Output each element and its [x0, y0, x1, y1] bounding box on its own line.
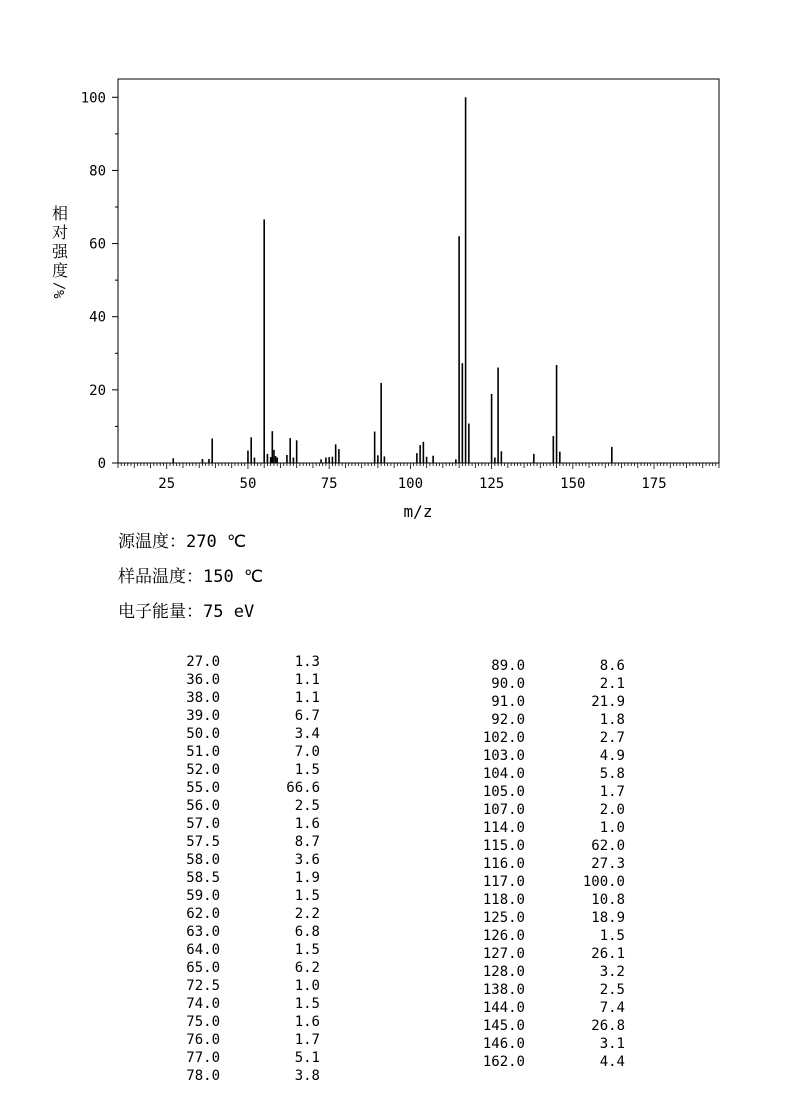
peak-table-row [180, 743, 320, 761]
relative-intensity-value: 5.1 [294, 1050, 320, 1066]
relative-intensity-value: 4.4 [599, 1054, 625, 1070]
relative-intensity-value: 1.6 [294, 1014, 320, 1030]
relative-intensity-value: 26.1 [591, 946, 625, 962]
peak-table-row [180, 653, 320, 671]
peak-table-row [180, 707, 320, 725]
mz-value: 107.0 [482, 802, 525, 818]
relative-intensity-value: 26.8 [591, 1018, 625, 1034]
peak-table-row [180, 977, 320, 995]
relative-intensity-value: 2.1 [599, 676, 625, 692]
mz-value: 146.0 [482, 1036, 525, 1052]
mz-value: 64.0 [186, 942, 220, 958]
relative-intensity-value: 1.1 [294, 672, 320, 688]
relative-intensity-value: 3.6 [294, 852, 320, 868]
mz-value: 59.0 [186, 888, 220, 904]
mz-value: 125.0 [482, 910, 525, 926]
relative-intensity-value: 1.6 [294, 816, 320, 832]
sample-temperature-label: 样品温度： [118, 567, 203, 587]
relative-intensity-value: 1.3 [294, 654, 320, 670]
relative-intensity-value: 6.8 [294, 924, 320, 940]
peak-table-row [476, 783, 625, 801]
relative-intensity-value: 100.0 [582, 874, 625, 890]
source-temperature-value: 270 ℃ [186, 532, 247, 552]
peak-table-row [180, 833, 320, 851]
peak-table-row [476, 711, 625, 729]
mz-value: 127.0 [482, 946, 525, 962]
relative-intensity-value: 1.7 [294, 1032, 320, 1048]
mz-value: 76.0 [186, 1032, 220, 1048]
relative-intensity-value: 1.5 [294, 762, 320, 778]
peak-table-row [476, 747, 625, 765]
mz-value: 63.0 [186, 924, 220, 940]
peak-table-row [180, 923, 320, 941]
peak-table-row [180, 779, 320, 797]
relative-intensity-value: 5.8 [599, 766, 625, 782]
y-tick-label: 100 [80, 90, 106, 107]
relative-intensity-value: 6.2 [294, 960, 320, 976]
peak-table-row [476, 765, 625, 783]
mz-value: 51.0 [186, 744, 220, 760]
relative-intensity-value: 2.0 [599, 802, 625, 818]
mz-value: 78.0 [186, 1068, 220, 1084]
mz-value: 114.0 [482, 820, 525, 836]
mz-value: 75.0 [186, 1014, 220, 1030]
mz-value: 92.0 [491, 712, 525, 728]
y-axis-unit: %/ [52, 281, 68, 299]
relative-intensity-value: 1.5 [294, 888, 320, 904]
y-axis-label-char: 相 [51, 204, 69, 223]
relative-intensity-value: 27.3 [591, 856, 625, 872]
peak-table-row [476, 909, 625, 927]
sample-temperature-value: 150 ℃ [203, 567, 264, 587]
relative-intensity-value: 1.7 [599, 784, 625, 800]
relative-intensity-value: 2.7 [599, 730, 625, 746]
peak-table-row [476, 819, 625, 837]
peak-table-row [476, 801, 625, 819]
peak-table-row [476, 945, 625, 963]
mz-value: 115.0 [482, 838, 525, 854]
x-tick-label: 150 [560, 476, 586, 492]
mz-value: 138.0 [482, 982, 525, 998]
relative-intensity-value: 62.0 [591, 838, 625, 854]
relative-intensity-value: 1.0 [294, 978, 320, 994]
source-temperature [118, 527, 246, 552]
x-tick-label: 125 [478, 476, 505, 492]
relative-intensity-value: 10.8 [591, 892, 625, 908]
relative-intensity-value: 8.7 [294, 834, 320, 850]
mz-value: 89.0 [491, 658, 525, 674]
relative-intensity-value: 1.9 [294, 870, 320, 886]
peak-table-row [180, 1031, 320, 1049]
mz-value: 103.0 [482, 748, 525, 764]
peak-table-row [476, 999, 625, 1017]
mz-value: 57.0 [186, 816, 220, 832]
relative-intensity-value: 7.0 [294, 744, 320, 760]
mz-value: 144.0 [482, 1000, 525, 1016]
x-tick-label: 50 [239, 476, 257, 492]
relative-intensity-value: 4.9 [599, 748, 625, 764]
peak-table-row [476, 657, 625, 675]
peak-table-row [180, 941, 320, 959]
peak-table-row [476, 855, 625, 873]
mz-value: 77.0 [186, 1050, 220, 1066]
mz-value: 52.0 [186, 762, 220, 778]
y-axis-label-char: 对 [51, 223, 69, 242]
electron-energy-value: 75 eV [203, 602, 255, 622]
mz-value: 102.0 [482, 730, 525, 746]
y-axis-label-char: 度 [51, 261, 69, 280]
peak-table-row [180, 689, 320, 707]
peak-table-row [180, 815, 320, 833]
mz-value: 50.0 [186, 726, 220, 742]
peak-table-row [476, 1053, 625, 1071]
x-axis-label: m/z [403, 502, 433, 521]
mz-value: 36.0 [186, 672, 220, 688]
y-axis-label-char: 强 [51, 242, 69, 261]
relative-intensity-value: 1.8 [599, 712, 625, 728]
y-tick-label: 20 [89, 382, 106, 399]
peak-table-row [180, 887, 320, 905]
peak-table-right [476, 657, 625, 1071]
x-axis-ticks [158, 476, 666, 492]
peak-table-row [476, 981, 625, 999]
mz-value: 39.0 [186, 708, 220, 724]
mz-value: 58.0 [186, 852, 220, 868]
source-temperature-label: 源温度： [118, 532, 186, 552]
relative-intensity-value: 66.6 [286, 780, 320, 796]
peak-table-row [476, 729, 625, 747]
peak-table-row [476, 1035, 625, 1053]
peak-table-row [476, 927, 625, 945]
peak-table-row [476, 675, 625, 693]
spectrum-peaks [173, 97, 612, 463]
mz-value: 116.0 [482, 856, 525, 872]
x-tick-label: 25 [158, 476, 176, 492]
plot-frame [118, 79, 719, 463]
mz-value: 162.0 [482, 1054, 525, 1070]
y-tick-label: 0 [97, 456, 106, 472]
peak-table-row [180, 1049, 320, 1067]
peak-table-row [180, 995, 320, 1013]
relative-intensity-value: 3.4 [294, 726, 320, 742]
relative-intensity-value: 7.4 [599, 1000, 625, 1016]
mz-value: 74.0 [186, 996, 220, 1012]
mz-value: 65.0 [186, 960, 220, 976]
mz-value: 38.0 [186, 690, 220, 706]
x-minor-ticks [118, 463, 719, 469]
relative-intensity-value: 21.9 [591, 694, 625, 710]
mz-value: 55.0 [186, 780, 220, 796]
peak-table-row [180, 1067, 320, 1085]
x-tick-label: 175 [641, 476, 667, 492]
mz-value: 126.0 [482, 928, 525, 944]
peak-table-row [476, 693, 625, 711]
electron-energy-label: 电子能量： [118, 602, 203, 622]
peak-table-row [476, 1017, 625, 1035]
relative-intensity-value: 8.6 [599, 658, 625, 674]
mz-value: 27.0 [186, 654, 220, 670]
peak-table-row [180, 851, 320, 869]
y-axis-ticks [81, 90, 118, 472]
peak-table-row [180, 1013, 320, 1031]
relative-intensity-value: 1.1 [294, 690, 320, 706]
mz-value: 117.0 [482, 874, 525, 890]
relative-intensity-value: 6.7 [294, 708, 320, 724]
mz-value: 90.0 [491, 676, 525, 692]
relative-intensity-value: 1.5 [294, 996, 320, 1012]
peak-table-row [180, 869, 320, 887]
relative-intensity-value: 1.0 [599, 820, 625, 836]
mz-value: 72.5 [186, 978, 220, 994]
peak-table-row [180, 797, 320, 815]
relative-intensity-value: 3.2 [599, 964, 625, 980]
mz-value: 91.0 [491, 694, 525, 710]
mz-value: 57.5 [186, 834, 220, 850]
peak-table-row [180, 671, 320, 689]
relative-intensity-value: 3.1 [599, 1036, 625, 1052]
relative-intensity-value: 1.5 [294, 942, 320, 958]
peak-table-row [476, 837, 625, 855]
peak-table-row [180, 905, 320, 923]
mz-value: 128.0 [482, 964, 525, 980]
relative-intensity-value: 3.8 [294, 1068, 320, 1084]
peak-table-left [180, 653, 320, 1085]
mz-value: 105.0 [482, 784, 525, 800]
mz-value: 56.0 [186, 798, 220, 814]
peak-table-row [476, 891, 625, 909]
peak-table-row [180, 761, 320, 779]
electron-energy [118, 597, 254, 622]
mz-value: 118.0 [482, 892, 525, 908]
x-tick-label: 100 [397, 476, 424, 492]
y-tick-label: 80 [89, 163, 106, 180]
y-tick-label: 40 [89, 309, 106, 326]
x-tick-label: 75 [320, 476, 338, 492]
relative-intensity-value: 1.5 [599, 928, 625, 944]
peak-table-row [180, 959, 320, 977]
relative-intensity-value: 2.2 [294, 906, 320, 922]
sample-temperature [118, 562, 263, 587]
relative-intensity-value: 18.9 [591, 910, 625, 926]
mz-value: 58.5 [186, 870, 220, 886]
mz-value: 104.0 [482, 766, 525, 782]
y-tick-label: 60 [89, 236, 106, 253]
peak-table-row [476, 963, 625, 981]
relative-intensity-value: 2.5 [599, 982, 625, 998]
y-axis-label [52, 204, 69, 298]
mass-spectrum-chart [0, 0, 794, 530]
peak-table-row [476, 873, 625, 891]
mz-value: 145.0 [482, 1018, 525, 1034]
relative-intensity-value: 2.5 [294, 798, 320, 814]
peak-table-row [180, 725, 320, 743]
mz-value: 62.0 [186, 906, 220, 922]
